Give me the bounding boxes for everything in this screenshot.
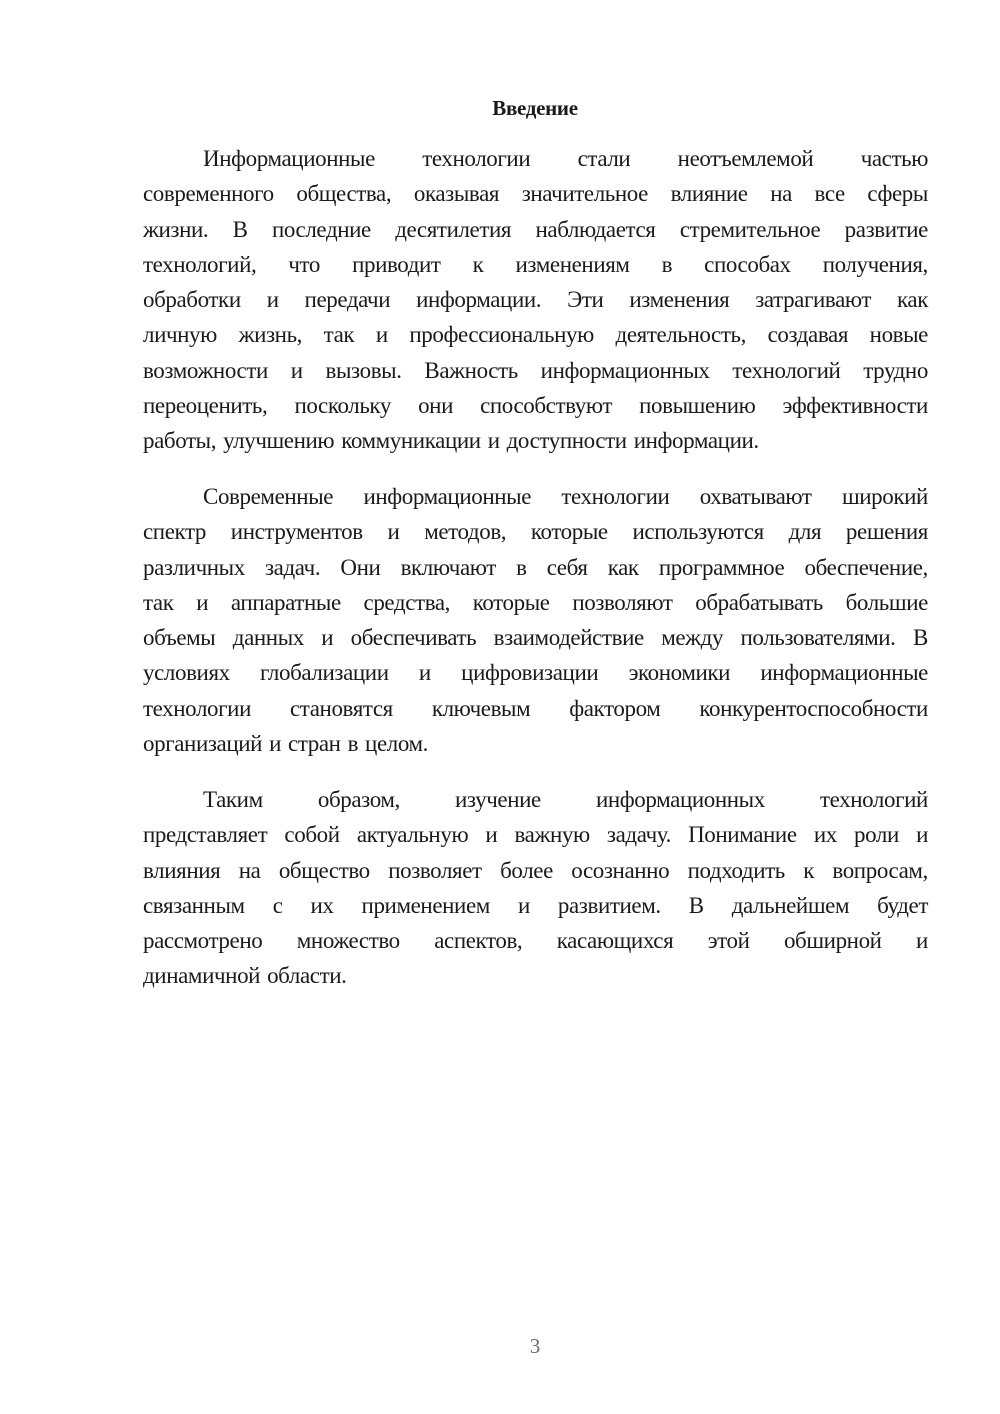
word: информационные (363, 484, 532, 509)
word: применением (361, 892, 490, 918)
word: и (196, 589, 209, 615)
word: к (472, 251, 484, 277)
word: аппаратные (230, 589, 341, 615)
word: аспектов, (434, 928, 523, 954)
text-line (143, 176, 928, 211)
word: работы, (143, 428, 217, 454)
word: широкий (841, 484, 928, 509)
text-line (143, 923, 928, 958)
word: роли (854, 822, 899, 848)
word: связанным (143, 892, 245, 918)
word: информационные (760, 660, 928, 686)
word: частью (860, 146, 928, 171)
word: что (288, 251, 321, 277)
word: информационных (540, 357, 710, 383)
word: касающихся (556, 928, 674, 954)
text-line (143, 353, 928, 388)
word: обработки (143, 287, 241, 313)
word: Понимание (688, 822, 797, 848)
word: ключевым (431, 695, 531, 721)
word: собой (284, 822, 340, 848)
word: различных (143, 554, 245, 580)
word: создавая (767, 322, 849, 348)
word: личную (143, 322, 217, 348)
word: становятся (290, 695, 393, 721)
word: глобализации (260, 660, 389, 686)
word: подходить (687, 857, 785, 883)
word: технологий (819, 787, 928, 812)
word: затрагивают (755, 287, 872, 313)
word: десятилетия (395, 216, 512, 242)
word: получения, (822, 251, 928, 277)
word: изменениям (515, 251, 630, 277)
word: Они (340, 554, 381, 580)
word: представляет (143, 822, 268, 848)
word: развитие (844, 216, 928, 242)
word: программное (658, 554, 785, 580)
text-line (143, 282, 928, 317)
word: технологий, (143, 251, 257, 277)
word: коммуникации (341, 428, 481, 454)
word: вопросам, (832, 857, 928, 883)
word: инструментов (230, 519, 363, 545)
word: задачу. (606, 822, 671, 848)
word: позволяет (388, 857, 482, 883)
text-line (143, 247, 928, 282)
word: к (803, 857, 815, 883)
word: в (661, 251, 673, 277)
word: способствуют (480, 393, 613, 419)
text-line (143, 691, 928, 726)
word: Эти (567, 287, 604, 313)
word: области. (267, 963, 347, 989)
word: поскольку (294, 393, 391, 419)
word: себя (546, 554, 588, 580)
word: с (272, 892, 283, 918)
text-line (143, 514, 928, 549)
word: последние (271, 216, 371, 242)
word: и (387, 519, 400, 545)
word: Информационные (203, 146, 375, 171)
word: и (375, 322, 388, 348)
word: значительное (521, 181, 648, 207)
word: неотъемлемой (677, 146, 814, 171)
word: их (310, 892, 334, 918)
word: и (916, 822, 928, 848)
word: жизнь, (238, 322, 303, 348)
word: образом, (317, 787, 400, 812)
word: задач. (264, 554, 321, 580)
word: они (418, 393, 453, 419)
word: на (770, 181, 792, 207)
word: В (912, 625, 928, 651)
word: условиях (143, 660, 230, 686)
paragraph-2 (143, 479, 928, 761)
word: экономики (628, 660, 731, 686)
text-line (143, 479, 928, 514)
word: и (266, 287, 279, 313)
word: большие (845, 589, 928, 615)
word: трудно (863, 357, 928, 383)
text-line (143, 141, 928, 176)
word: средства, (363, 589, 451, 615)
word: сферы (867, 181, 928, 207)
word: организаций (143, 731, 263, 757)
word: включают (400, 554, 496, 580)
word: возможности (143, 357, 268, 383)
word: объемы (143, 625, 216, 651)
word: обрабатывать (695, 589, 823, 615)
word: новые (869, 322, 928, 348)
word: их (813, 822, 837, 848)
word: и (485, 822, 498, 848)
word: в (347, 731, 359, 757)
word: и (418, 660, 431, 686)
word: доступности (506, 428, 627, 454)
word: решения (845, 519, 928, 545)
word: технологии (422, 146, 531, 171)
word: обеспечивать (350, 625, 477, 651)
word: стремительное (679, 216, 821, 242)
text-line (143, 958, 928, 993)
word: вызовы. (325, 357, 402, 383)
word: осознанно (571, 857, 670, 883)
word: которые (530, 519, 608, 545)
word: обеспечение, (804, 554, 928, 580)
word: технологии (561, 484, 670, 509)
word: изучение (455, 787, 541, 812)
word: множество (296, 928, 400, 954)
word: так (143, 589, 174, 615)
word: цифровизации (461, 660, 599, 686)
text-line (143, 585, 928, 620)
word: и (269, 731, 282, 757)
word: все (814, 181, 845, 207)
word: общества, (296, 181, 392, 207)
word: технологии (143, 695, 251, 721)
text-line (143, 212, 928, 247)
word: способах (704, 251, 791, 277)
paragraph-3 (143, 782, 928, 994)
word: данных (232, 625, 304, 651)
word: взаимодействие (493, 625, 644, 651)
word: охватывают (699, 484, 812, 509)
word: информационных (595, 787, 765, 812)
word: информации. (416, 287, 542, 313)
word: технологий (732, 357, 841, 383)
word: методов, (424, 519, 507, 545)
word: и (321, 625, 334, 651)
word: дальнейшем (731, 892, 850, 918)
page-number: 3 (529, 1334, 541, 1358)
word: целом. (365, 731, 429, 757)
word: влияние (670, 181, 748, 207)
text-line (143, 888, 928, 923)
word: Современные (203, 484, 334, 509)
paragraph-1 (143, 141, 928, 459)
word: для (788, 519, 822, 545)
word: стали (577, 146, 631, 171)
text-line (143, 726, 928, 761)
word: наблюдается (535, 216, 656, 242)
word: Таким (203, 787, 263, 812)
word: конкурентоспособности (699, 695, 928, 721)
text-line (143, 782, 928, 817)
word: В (232, 216, 248, 242)
word: улучшению (223, 428, 335, 454)
word: динамичной (143, 963, 261, 989)
word: важную (514, 822, 590, 848)
text-line (143, 853, 928, 888)
word: будет (877, 892, 928, 918)
word: информации. (633, 428, 759, 454)
word: и (290, 357, 303, 383)
word: оказывая (413, 181, 500, 207)
word: жизни. (143, 216, 209, 242)
word: современного (143, 181, 274, 207)
word: и (487, 428, 500, 454)
word: на (238, 857, 261, 883)
word: передачи (304, 287, 391, 313)
word: пользователями. (740, 625, 896, 651)
word: деятельность, (615, 322, 746, 348)
text-line (143, 817, 928, 852)
word: изменения (629, 287, 730, 313)
word: обширной (783, 928, 882, 954)
word: фактором (569, 695, 661, 721)
word: приводит (352, 251, 441, 277)
text-line (143, 388, 928, 423)
text-line (143, 423, 928, 458)
word: переоценить, (143, 393, 268, 419)
section-title: Введение (492, 96, 578, 120)
text-line (143, 655, 928, 690)
word: спектр (143, 519, 207, 545)
word: этой (707, 928, 750, 954)
word: профессиональную (409, 322, 594, 348)
word: рассмотрено (143, 928, 263, 954)
word: в (516, 554, 527, 580)
word: которые (472, 589, 550, 615)
word: используются (632, 519, 764, 545)
word: позволяют (572, 589, 673, 615)
word: как (896, 287, 928, 313)
word: В (688, 892, 704, 918)
word: так (323, 322, 355, 348)
text-line (143, 620, 928, 655)
word: актуальную (356, 822, 469, 848)
word: как (607, 554, 639, 580)
word: между (661, 625, 724, 651)
text-line (143, 550, 928, 585)
word: эффективности (782, 393, 928, 419)
word: Важность (424, 357, 518, 383)
word: и (517, 892, 530, 918)
text-line (143, 317, 928, 352)
word: стран (288, 731, 341, 757)
word: более (500, 857, 553, 883)
word: общество (278, 857, 370, 883)
word: повышению (639, 393, 756, 419)
word: развитием. (557, 892, 661, 918)
word: влияния (143, 857, 221, 883)
word: и (916, 928, 928, 954)
